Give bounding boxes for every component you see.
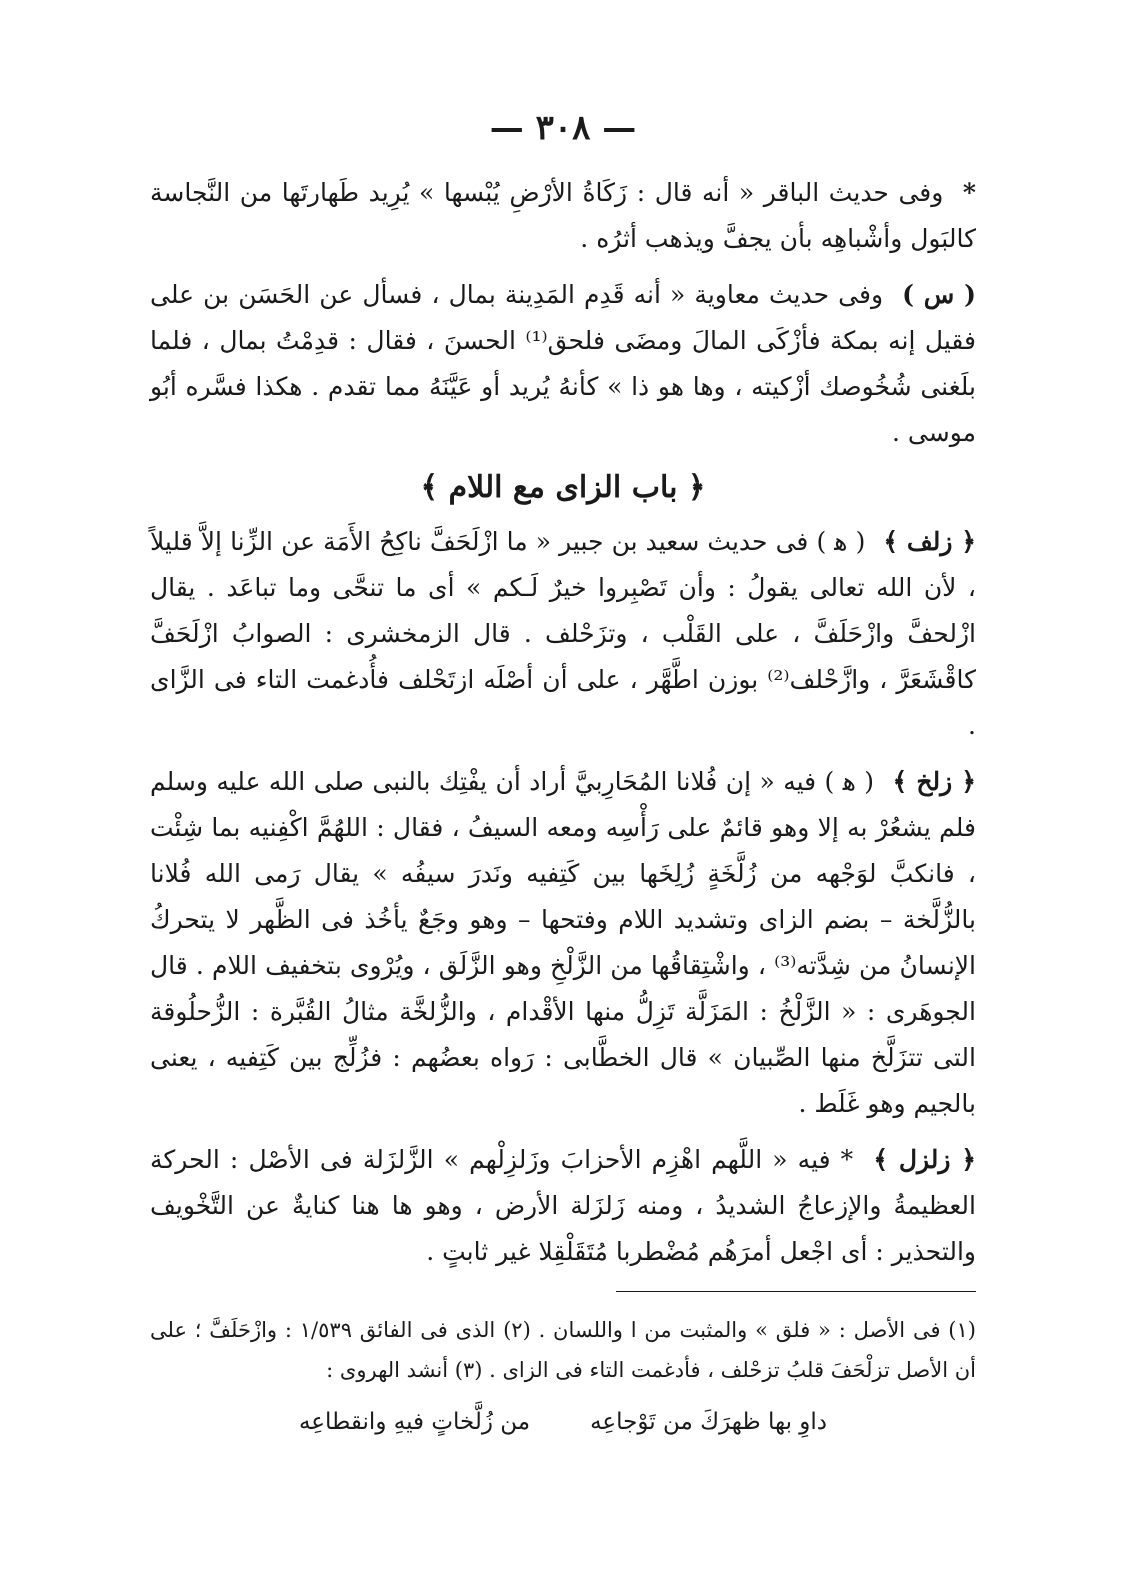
entry-zalaf xyxy=(150,519,976,749)
paragraph-marker: * xyxy=(962,178,976,207)
paragraph-baqir xyxy=(150,170,976,262)
paragraph-text: وفى حديث معاوية « أنه قَدِم المَدِينة بمال ، فسأل عن الحَسَن بن على فقيل إنه بمكة فأزْكَى المالَ ومضَى فلحق⁽¹⁾ الحسنَ ، فقال : قدِمْتُ بمال ، فلما بلَغنى شُخُوصك أزْكيته ، وها هو ذا » كأنهُ يُريد أو عَيَّنَهُ مما تقدم . هكذا فسَّره أبُو موسى . xyxy=(150,280,976,447)
footnotes xyxy=(150,1310,976,1442)
entry-headword: ﴿ زلخ ﴾ xyxy=(892,767,976,796)
paragraph-text: وفى حديث الباقر « أنه قال : زَكَاةُ الأرْضِ يُبْسها » يُرِيد طَهارتَها من النَّجاسة كالبَول وأشْباهِه بأن يجفَّ ويذهب أثرُه . xyxy=(150,178,976,253)
page-number: — ٣٠٨ — xyxy=(489,108,637,148)
entry-text: * فيه « اللَّهم اهْزِم الأحزابَ وزَلزِلْهم » الزَّلزَلة فى الأصْل : الحركة العظيمةُ والإزعاجُ الشديدُ ، ومنه زَلزَلة الأرض ، وهو ها هنا كنايةٌ عن التَّخْويف والتحذير : أى اجْعل أمرَهُم مُضْطربا مُتَقَلْقِلا غير ثابتٍ . xyxy=(150,1145,976,1266)
entry-headword: ﴿ زلزل ﴾ xyxy=(873,1145,976,1174)
entry-zalakh xyxy=(150,759,976,1127)
paragraph-muawiya xyxy=(150,272,976,456)
chapter-title: ﴿ باب الزاى مع اللام ﴾ xyxy=(420,470,706,505)
footnote-divider xyxy=(616,1291,976,1292)
entry-text: ( ﻫ ) فيه « إن فُلانا المُحَارِبيَّ أراد أن يفْتِك بالنبى صلى الله عليه وسلم فلم يشعُرْ به إلا وهو قائمٌ على رَأْسِه ومعه السيفُ ، فقال : اللهُمَّ اكْفِنيه بما شِئْت ، فانكبَّ لوَجْهه من زُلَّخَةٍ زُلِخَها بين كَتِفيه ونَدرَ سيفُه » يقال رَمى الله فُلانا بالزُّلَّخة – بضم الزاى وتشديد اللام وفتحها – وهو وجَعٌ يأخُذ فى الظَّهر لا يتحركُ الإنسانُ من شِدَّته⁽³⁾ ، واشْتِقاقُها من الزَّلْخِ وهو الزَّلَق ، ويُرْوى بتخفيف اللام . قال الجوهَرى : « الزَّلْخُ : المَزَلَّة تَزِلُّ منها الأقْدام ، والزُّلخَّة مثالُ القُبَّرة : الزُّحلُوقة التى تتزَلَّخ منها الصِّبيان » قال الخطَّابى : رَواه بعضُهم : فزُلِّج بين كَتِفيه ، يعنى بالجيم وهو غَلَط . xyxy=(150,767,976,1118)
poetry-verse xyxy=(150,1402,976,1442)
verse-second-hemistich: من زُلَّخاتٍ فيهِ وانقطاعِه xyxy=(298,1409,531,1435)
entry-text: ( ﻫ ) فى حديث سعيد بن جبير « ما ازْلَحَفَّ ناكِحُ الأَمَة عن الزِّنا إلاَّ قليلاً ، لأن الله تعالى يقولُ : وأن تَصْبِروا خيرٌ لَـكم » أى ما تنحَّى وما تباعَد . يقال ازْلحفَّ وازْحَلَفَّ ، على القَلْب ، وتزَحْلف . قال الزمخشرى : الصوابُ ازْلَحَفَّ كاقْشَعَرَّ ، وازَّحْلف⁽²⁾ بوزن اطَّهَّر ، على أن أصْلَه ازتَحْلف فأُدغمت التاء فى الزَّاى . xyxy=(150,527,976,740)
paragraph-marker: ( س ) xyxy=(902,280,976,309)
entry-zalzal xyxy=(150,1137,976,1275)
verse-first-hemistich: داوِ بها ظهرَكَ من تَوْجاعِه xyxy=(590,1409,828,1435)
footnote-text: (١) فى الأصل : « فلق » والمثبت من ا واللسان . (٢) الذى فى الفائق ١/٥٣٩ : وازْحَلَفَّ ؛ على أن الأصل تزلْحَفَ قلبُ تزحْلف ، فأدغمت التاء فى الزاى . (٣) أنشد الهروى : xyxy=(150,1318,976,1382)
entry-headword: ﴿ زلف ﴾ xyxy=(883,527,976,556)
